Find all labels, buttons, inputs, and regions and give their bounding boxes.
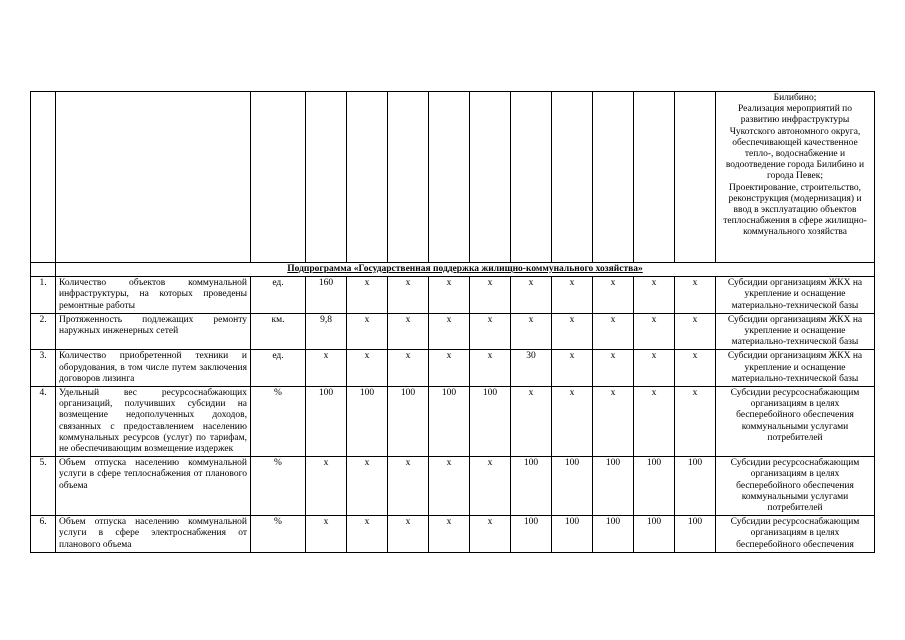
- indicator-value: 9,8: [306, 313, 347, 350]
- table-row: [31, 387, 875, 457]
- indicator-value: x: [306, 350, 347, 387]
- row-number: 4.: [31, 387, 56, 457]
- unit-of-measure: ед.: [251, 350, 306, 387]
- indicator-value: x: [429, 457, 470, 516]
- indicator-value: x: [470, 277, 511, 314]
- indicator-value: 100: [511, 516, 552, 553]
- indicator-value: x: [429, 350, 470, 387]
- indicator-value: x: [675, 350, 716, 387]
- row-number: 5.: [31, 457, 56, 516]
- indicator-value: x: [675, 387, 716, 457]
- indicator-value: x: [634, 277, 675, 314]
- continuation-measures-text: Билибино; Реализация мероприятий по развитию инфраструктуры Чукотского автономного округа, обеспечивающей качественное тепло-, водоснабжение и водоотведение города Билибино и города Певек; Проектирование, строительство, реконструкция (модернизация) и ввод в эксплуатацию объектов теплоснабжения в сфере жилищно-коммунального хозяйства: [723, 93, 867, 238]
- indicator-value: 160: [306, 277, 347, 314]
- indicator-value: 100: [306, 387, 347, 457]
- indicator-value: 100: [347, 387, 388, 457]
- indicator-value: x: [634, 313, 675, 350]
- indicator-value: x: [511, 313, 552, 350]
- indicator-value: x: [347, 313, 388, 350]
- subprogram-row: [31, 263, 875, 277]
- row-number: 2.: [31, 313, 56, 350]
- table-row: [31, 277, 875, 314]
- indicator-value: 100: [552, 516, 593, 553]
- unit-of-measure: %: [251, 457, 306, 516]
- measure-description: Субсидии ресурсоснабжающим организациям в целях бесперебойного обеспечения: [716, 516, 875, 553]
- indicator-value: 100: [634, 457, 675, 516]
- indicator-value: 100: [593, 457, 634, 516]
- measure-description: Субсидии организациям ЖКХ на укрепление и оснащение материально-технической базы: [716, 277, 875, 314]
- indicator-value: 100: [388, 387, 429, 457]
- unit-of-measure: %: [251, 387, 306, 457]
- indicator-value: 100: [429, 387, 470, 457]
- indicator-value: 100: [593, 516, 634, 553]
- table-row: [31, 457, 875, 516]
- indicator-value: x: [511, 277, 552, 314]
- measure-description: Субсидии организациям ЖКХ на укрепление и оснащение материально-технической базы: [716, 313, 875, 350]
- table-row: [31, 516, 875, 553]
- row-number: 3.: [31, 350, 56, 387]
- continuation-measures-cell: [716, 92, 875, 263]
- indicator-value: x: [675, 277, 716, 314]
- cont-name-cell: [56, 92, 251, 263]
- indicator-value: x: [306, 516, 347, 553]
- indicator-name: Объем отпуска населению коммунальной услуги в сфере теплоснабжения от планового объема: [56, 457, 251, 516]
- indicator-value: x: [429, 313, 470, 350]
- indicator-value: x: [388, 350, 429, 387]
- indicator-value: 100: [470, 387, 511, 457]
- row-number: 6.: [31, 516, 56, 553]
- table-row: [31, 313, 875, 350]
- row-number: 1.: [31, 277, 56, 314]
- indicator-value: x: [388, 313, 429, 350]
- indicator-value: x: [552, 350, 593, 387]
- indicator-name: Количество объектов коммунальной инфраструктуры, на которых проведены ремонтные работы: [56, 277, 251, 314]
- cont-num-cell: [31, 92, 56, 263]
- indicator-value: x: [306, 457, 347, 516]
- indicator-value: x: [470, 457, 511, 516]
- indicator-value: x: [347, 516, 388, 553]
- indicator-value: x: [675, 313, 716, 350]
- unit-of-measure: ед.: [251, 277, 306, 314]
- subprogram-title: Подпрограмма «Государственная поддержка жилищно-коммунального хозяйства»: [56, 263, 875, 277]
- indicator-value: x: [634, 350, 675, 387]
- indicator-value: x: [347, 457, 388, 516]
- indicator-name: Удельный вес ресурсоснабжающих организаций, получивших субсидии на возмещение недополученных доходов, связанных с предоставлением населению коммунальных ресурсов (услуг) по тарифам, не обеспечивающим возмещение издержек: [56, 387, 251, 457]
- table-row: [31, 350, 875, 387]
- indicator-value: x: [388, 277, 429, 314]
- indicator-value: x: [593, 387, 634, 457]
- unit-of-measure: км.: [251, 313, 306, 350]
- measure-description: Субсидии ресурсоснабжающим организациям в целях бесперебойного обеспечения коммунальными услугами потребителей: [716, 457, 875, 516]
- indicator-value: x: [552, 313, 593, 350]
- indicator-name: Протяженность подлежащих ремонту наружных инженерных сетей: [56, 313, 251, 350]
- indicator-value: x: [388, 457, 429, 516]
- measure-description: Субсидии ресурсоснабжающим организациям в целях бесперебойного обеспечения коммунальными услугами потребителей: [716, 387, 875, 457]
- indicator-value: x: [593, 313, 634, 350]
- indicator-value: 100: [675, 457, 716, 516]
- indicator-value: x: [429, 277, 470, 314]
- indicators-table: [30, 91, 875, 553]
- indicator-name: Количество приобретенной техники и оборудования, в том числе путем заключения договоров лизинга: [56, 350, 251, 387]
- indicator-value: 30: [511, 350, 552, 387]
- continuation-row: [31, 92, 875, 263]
- indicator-value: x: [347, 350, 388, 387]
- cont-unit-cell: [251, 92, 306, 263]
- indicator-value: x: [511, 387, 552, 457]
- indicator-value: 100: [552, 457, 593, 516]
- indicator-value: x: [552, 387, 593, 457]
- indicator-value: x: [593, 277, 634, 314]
- indicator-value: x: [634, 387, 675, 457]
- indicator-value: x: [552, 277, 593, 314]
- measure-description: Субсидии организациям ЖКХ на укрепление и оснащение материально-технической базы: [716, 350, 875, 387]
- indicator-value: x: [347, 277, 388, 314]
- indicator-value: 100: [675, 516, 716, 553]
- indicator-name: Объем отпуска населению коммунальной услуги в сфере электроснабжения от планового объема: [56, 516, 251, 553]
- indicator-value: 100: [511, 457, 552, 516]
- indicator-value: x: [429, 516, 470, 553]
- indicator-value: x: [388, 516, 429, 553]
- indicator-value: x: [470, 516, 511, 553]
- indicator-value: x: [470, 313, 511, 350]
- indicator-value: 100: [634, 516, 675, 553]
- indicator-value: x: [470, 350, 511, 387]
- unit-of-measure: %: [251, 516, 306, 553]
- indicator-value: x: [593, 350, 634, 387]
